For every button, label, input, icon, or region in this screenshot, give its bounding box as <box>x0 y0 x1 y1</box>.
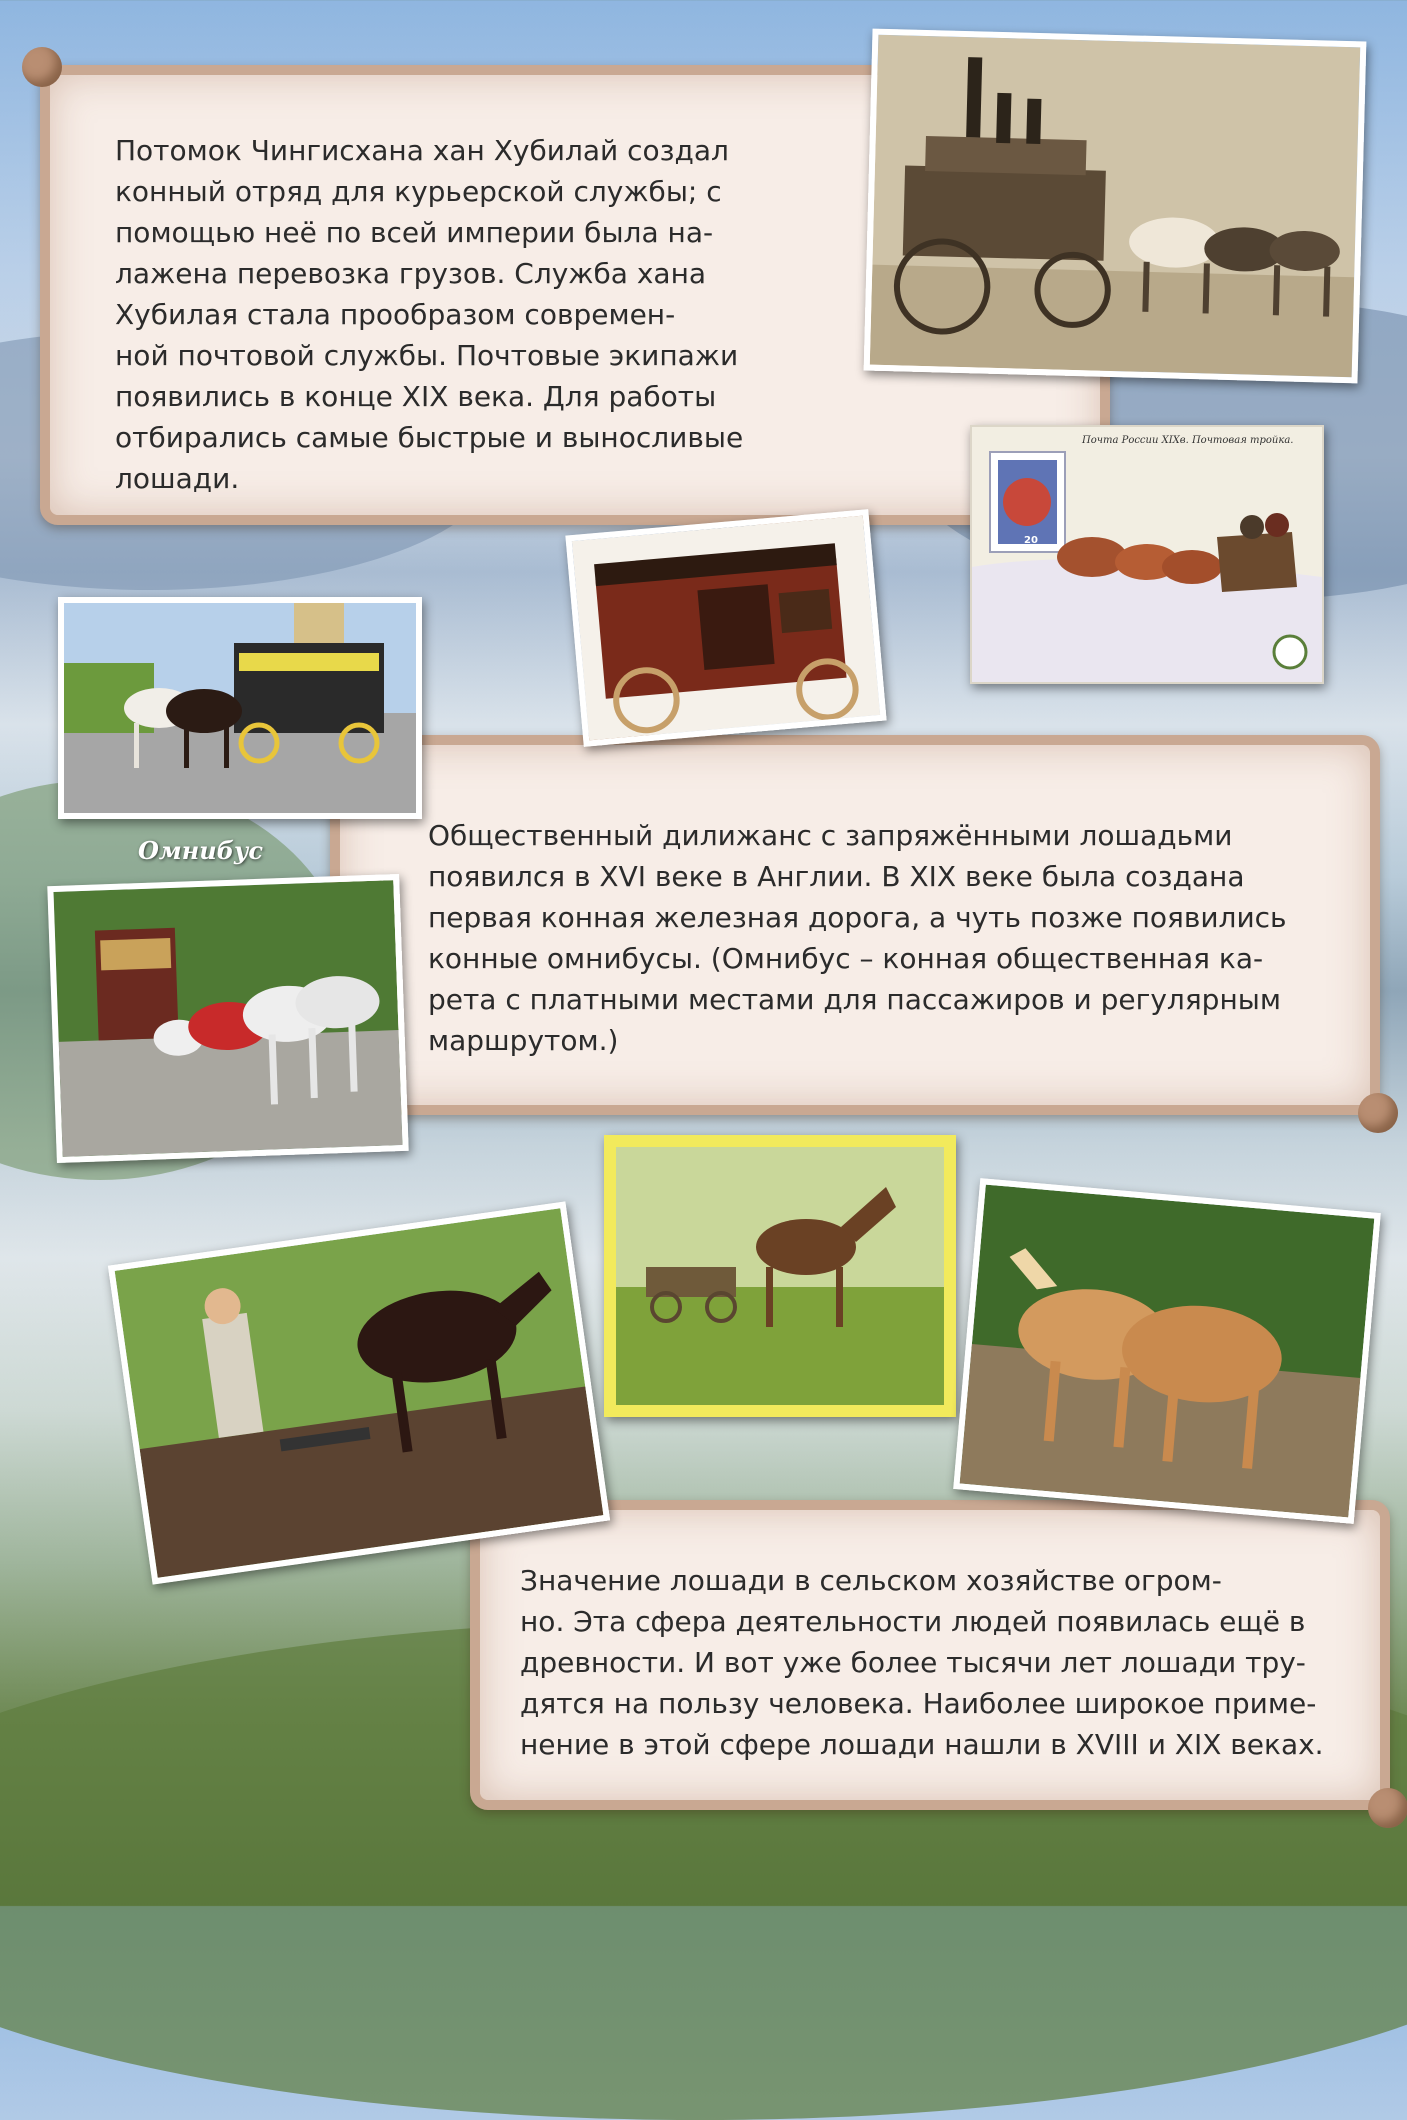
section-2-text: Общественный дилижанс с запряжёнными лошадьми появился в XVI веке в Англии. В XIX веке была создана первая конная железная дорога, а чуть позже появились конные омнибусы. (Омнибус – конная общественная ка- рета с платными местами для пассажиров и регулярным маршрутом.) <box>428 819 1287 1057</box>
section-1-text: Потомок Чингисхана хан Хубилай создал конный отряд для курьерской службы; с помощью неё по всей империи была на- лажена перевозка грузов. Служба хана Хубилая стала прообразом современ- ной почтовой службы. Почтовые экипажи появились в конце XIX века. Для работы отбирались самые быстрые и выносливые лошади. <box>115 134 744 495</box>
postcard-title: Почта России XIXв. Почтовая тройка. <box>1082 435 1294 446</box>
section-3-text: Значение лошади в сельском хозяйстве огром- но. Эта сфера деятельности людей появилась ещё в древности. И вот уже более тысячи лет лошади тру- дятся на пользу человека. Наиболее широкое приме- нение в этой сфере лошади нашли в XVIII и XIX веках. <box>520 1564 1324 1761</box>
stamp-value: 20 <box>1024 535 1038 546</box>
ploughing-photo <box>108 1201 610 1584</box>
omnibus-caption: Омнибус <box>138 836 263 865</box>
omnibus-street-photo <box>58 597 422 819</box>
postcard-troika <box>970 425 1324 684</box>
draft-horses-photo <box>953 1178 1381 1524</box>
stagecoach-photo <box>864 29 1367 384</box>
stagecoach-model-photo <box>565 509 886 747</box>
horse-tram-photo <box>47 874 408 1163</box>
horse-cart-photo <box>604 1135 956 1417</box>
